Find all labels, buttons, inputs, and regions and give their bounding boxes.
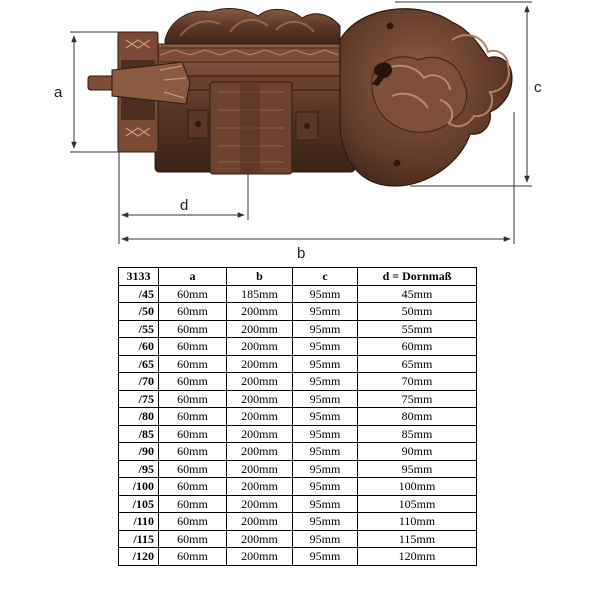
cell-b: 200mm [227, 530, 293, 548]
bolt-handle [112, 62, 190, 104]
cell-c: 95mm [293, 285, 358, 303]
table-row [119, 513, 477, 531]
cell-d: 115mm [358, 530, 477, 548]
table-row [119, 338, 477, 356]
cell-c: 95mm [293, 408, 358, 426]
cell-d: 55mm [358, 320, 477, 338]
cell-b: 200mm [227, 513, 293, 531]
cell-model: /80 [119, 408, 159, 426]
dimension-label-d: d [180, 197, 189, 214]
cell-b: 200mm [227, 338, 293, 356]
cell-b: 200mm [227, 303, 293, 321]
cell-model: /55 [119, 320, 159, 338]
cell-a: 60mm [159, 443, 227, 461]
cell-a: 60mm [159, 373, 227, 391]
cell-d: 50mm [358, 303, 477, 321]
cell-b: 200mm [227, 425, 293, 443]
table-row [119, 425, 477, 443]
dimension-table [118, 267, 477, 566]
cell-a: 60mm [159, 320, 227, 338]
cell-a: 60mm [159, 285, 227, 303]
table-row [119, 548, 477, 566]
table-row [119, 495, 477, 513]
cell-c: 95mm [293, 513, 358, 531]
header-model: 3133 [119, 268, 159, 286]
cell-a: 60mm [159, 408, 227, 426]
cell-a: 60mm [159, 390, 227, 408]
cell-model: /100 [119, 478, 159, 496]
cell-a: 60mm [159, 425, 227, 443]
table-row [119, 285, 477, 303]
table-row [119, 303, 477, 321]
table-row [119, 443, 477, 461]
cell-b: 200mm [227, 495, 293, 513]
dimension-label-a: a [54, 84, 63, 101]
cell-c: 95mm [293, 425, 358, 443]
cell-d: 90mm [358, 443, 477, 461]
table-row [119, 373, 477, 391]
dimension-label-c: c [534, 79, 542, 96]
cell-b: 200mm [227, 548, 293, 566]
cell-d: 95mm [358, 460, 477, 478]
cell-d: 70mm [358, 373, 477, 391]
cell-model: /105 [119, 495, 159, 513]
table-row [119, 320, 477, 338]
cell-b: 185mm [227, 285, 293, 303]
cell-c: 95mm [293, 443, 358, 461]
cell-c: 95mm [293, 338, 358, 356]
cell-d: 100mm [358, 478, 477, 496]
cell-d: 75mm [358, 390, 477, 408]
header-d: d = Dornmaß [358, 268, 477, 286]
cell-c: 95mm [293, 530, 358, 548]
cell-b: 200mm [227, 460, 293, 478]
cell-d: 110mm [358, 513, 477, 531]
cell-model: /50 [119, 303, 159, 321]
table-row [119, 390, 477, 408]
cell-c: 95mm [293, 495, 358, 513]
cell-a: 60mm [159, 513, 227, 531]
cell-d: 45mm [358, 285, 477, 303]
cell-c: 95mm [293, 320, 358, 338]
cell-c: 95mm [293, 390, 358, 408]
cell-d: 85mm [358, 425, 477, 443]
cell-model: /95 [119, 460, 159, 478]
cell-d: 60mm [358, 338, 477, 356]
cell-c: 95mm [293, 303, 358, 321]
cell-c: 95mm [293, 373, 358, 391]
cell-d: 120mm [358, 548, 477, 566]
cell-c: 95mm [293, 548, 358, 566]
table-row [119, 355, 477, 373]
table-row [119, 408, 477, 426]
cell-c: 95mm [293, 478, 358, 496]
cell-a: 60mm [159, 495, 227, 513]
table-header-row [119, 268, 477, 286]
header-b: b [227, 268, 293, 286]
cell-model: /45 [119, 285, 159, 303]
cell-model: /120 [119, 548, 159, 566]
lock-image [88, 9, 512, 186]
table-row [119, 530, 477, 548]
cell-a: 60mm [159, 530, 227, 548]
table-row [119, 460, 477, 478]
cell-c: 95mm [293, 355, 358, 373]
cell-b: 200mm [227, 443, 293, 461]
cell-b: 200mm [227, 355, 293, 373]
table-row [119, 478, 477, 496]
cell-d: 80mm [358, 408, 477, 426]
cell-a: 60mm [159, 338, 227, 356]
cell-b: 200mm [227, 390, 293, 408]
cell-b: 200mm [227, 408, 293, 426]
header-a: a [159, 268, 227, 286]
cell-b: 200mm [227, 373, 293, 391]
cell-a: 60mm [159, 460, 227, 478]
cell-d: 65mm [358, 355, 477, 373]
cell-model: /115 [119, 530, 159, 548]
cell-model: /85 [119, 425, 159, 443]
cell-a: 60mm [159, 548, 227, 566]
cell-b: 200mm [227, 478, 293, 496]
top-crest-ornament [165, 9, 340, 46]
cell-model: /60 [119, 338, 159, 356]
cell-b: 200mm [227, 320, 293, 338]
cell-d: 105mm [358, 495, 477, 513]
cell-a: 60mm [159, 478, 227, 496]
cell-model: /70 [119, 373, 159, 391]
header-c: c [293, 268, 358, 286]
cell-model: /90 [119, 443, 159, 461]
cell-c: 95mm [293, 460, 358, 478]
cell-model: /110 [119, 513, 159, 531]
cell-a: 60mm [159, 303, 227, 321]
lock-dimension-drawing [0, 0, 600, 262]
cell-model: /75 [119, 390, 159, 408]
cell-model: /65 [119, 355, 159, 373]
dimension-label-b: b [297, 245, 306, 262]
cell-a: 60mm [159, 355, 227, 373]
